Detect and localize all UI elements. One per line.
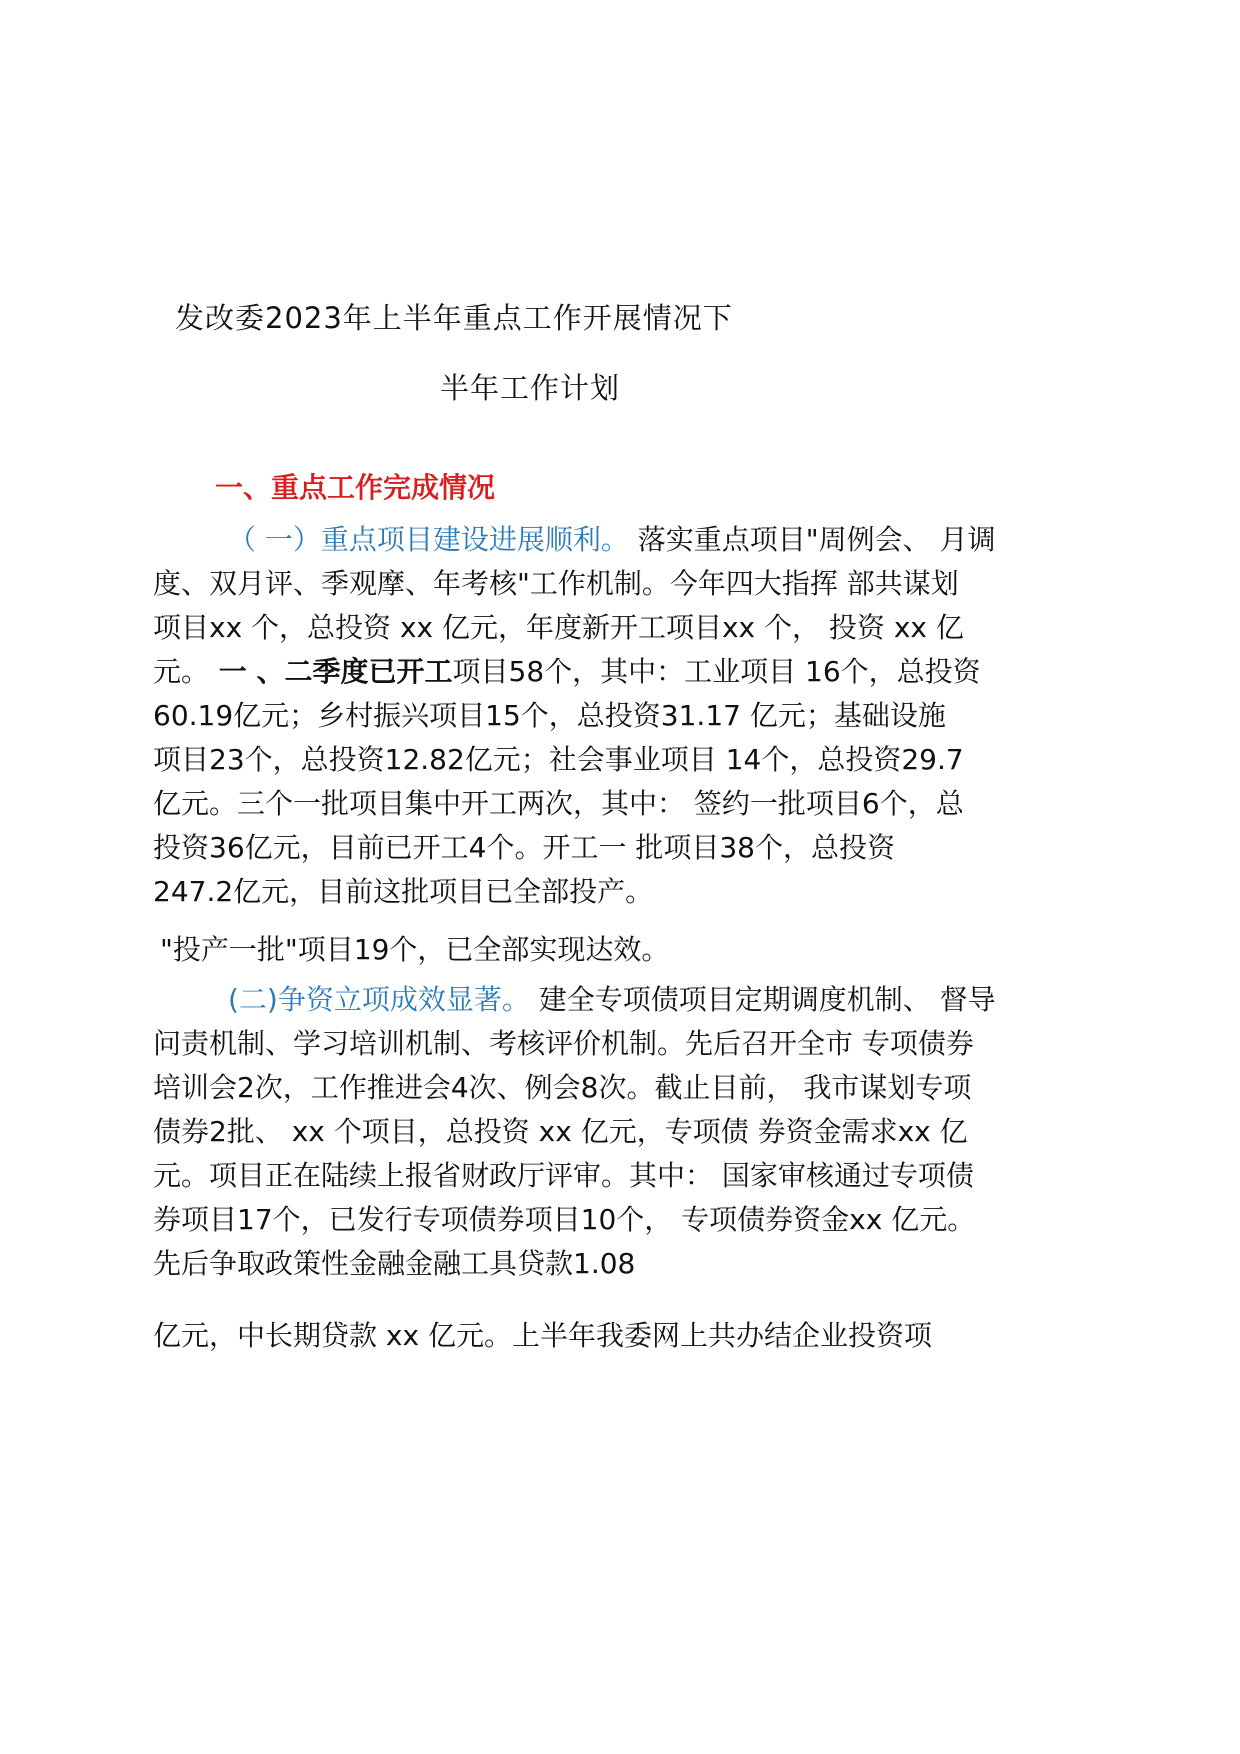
- paragraph-1-line-5: 60.19亿元；乡村振兴项目15个，总投资31.17 亿元；基础设施: [153, 699, 946, 732]
- paragraph-4: 亿元，中长期贷款 xx 亿元。上半年我委网上共办结企业投资项: [153, 1319, 932, 1352]
- subsection-heading-1: （ 一）重点项目建设进展顺利。: [228, 523, 629, 556]
- paragraph-1-line-1: [228, 520, 996, 560]
- paragraph-3-line-7: 先后争取政策性金融金融工具贷款1.08: [153, 1247, 636, 1280]
- paragraph-3-line-5: 元。项目正在陆续上报省财政厅评审。其中： 国家审核通过专项债: [153, 1159, 974, 1192]
- paragraph-1-line-7: 亿元。三个一批项目集中开工两次，其中： 签约一批项目6个，总: [153, 787, 964, 820]
- paragraph-text: 落实重点项目"周例会、 月调: [628, 523, 996, 556]
- paragraph-1-line-8: 投资36亿元，目前已开工4个。开工一 批项目38个，总投资: [153, 831, 895, 864]
- section-heading: 一、重点工作完成情况: [215, 471, 496, 504]
- paragraph-1-line-4: [153, 652, 981, 692]
- paragraph-2: "投产一批"项目19个，已全部实现达效。: [160, 933, 670, 966]
- paragraph-1-line-2: 度、双月评、季观摩、年考核"工作机制。今年四大指挥 部共谋划: [153, 567, 959, 600]
- paragraph-1-line-9: 247.2亿元，目前这批项目已全部投产。: [153, 875, 654, 908]
- paragraph-3-line-3: 培训会2次，工作推进会4次、例会8次。截止目前， 我市谋划专项: [153, 1071, 972, 1104]
- paragraph-text: 建全专项债项目定期调度机制、 督导: [529, 983, 996, 1016]
- paragraph-1-line-6: 项目23个，总投资12.82亿元；社会事业项目 14个，总投资29.7: [153, 743, 964, 776]
- title-line-1: 发改委2023年上半年重点工作开展情况下: [175, 301, 733, 335]
- title-line-2: 半年工作计划: [440, 371, 621, 405]
- paragraph-3-line-2: 问责机制、学习培训机制、考核评价机制。先后召开全市 专项债券: [153, 1027, 974, 1060]
- paragraph-3-line-4: 债券2批、 xx 个项目，总投资 xx 亿元，专项债 券资金需求xx 亿: [153, 1115, 968, 1148]
- paragraph-text: 元。: [153, 655, 210, 688]
- subsection-heading-2: (二)争资立项成效显著。: [228, 983, 530, 1016]
- paragraph-text: 项目58个，其中：工业项目 16个，总投资: [452, 655, 981, 688]
- paragraph-3-line-6: 券项目17个，已发行专项债券项目10个， 专项债券资金xx 亿元。: [153, 1203, 976, 1236]
- bold-text: 一 、二季度已开工: [209, 655, 453, 688]
- paragraph-3-line-1: [228, 980, 996, 1020]
- paragraph-1-line-3: 项目xx 个，总投资 xx 亿元，年度新开工项目xx 个， 投资 xx 亿: [153, 611, 964, 644]
